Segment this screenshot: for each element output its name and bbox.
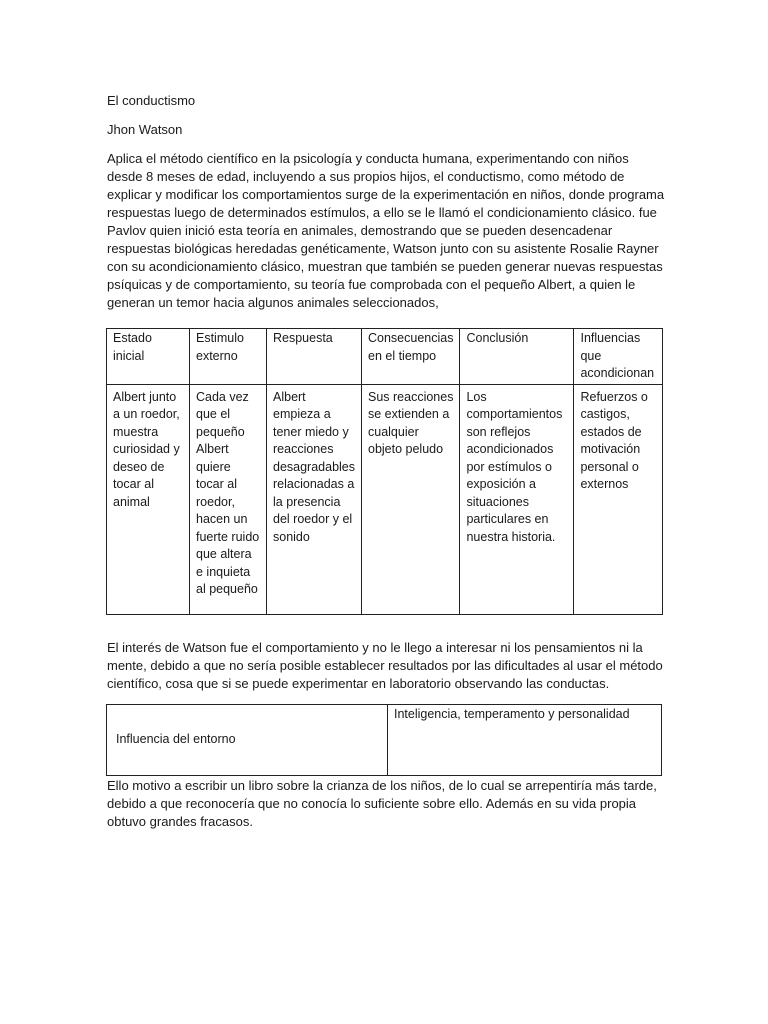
- header-consecuencias: Consecuencias en el tiempo: [362, 329, 460, 385]
- cell-influencia-entorno: Influencia del entorno: [107, 705, 388, 776]
- cell-estado-inicial: Albert junto a un roedor, muestra curiosidad y deseo de tocar al animal: [107, 384, 190, 614]
- cell-influencias: Refuerzos o castigos, estados de motivación personal o externos: [574, 384, 663, 614]
- table-header-row: [107, 329, 663, 385]
- header-influencias: Influencias que acondicionan: [574, 329, 663, 385]
- cell-inteligencia: Inteligencia, temperamento y personalidad: [388, 705, 662, 776]
- table-row: [107, 705, 662, 776]
- document-title: El conductismo: [107, 93, 196, 108]
- table-row: [107, 384, 663, 614]
- cell-estimulo-externo: Cada vez que el pequeño Albert quiere tocar al roedor, hacen un fuerte ruido que altera e inquieta al pequeño: [190, 384, 267, 614]
- conditioning-table: [106, 328, 663, 615]
- header-respuesta: Respuesta: [267, 329, 362, 385]
- watson-interest-paragraph: El interés de Watson fue el comportamiento y no le llego a interesar ni los pensamientos ni la mente, debido a que no sería posible establecer resultados por las dificultades al usar el método científico, cosa que si se puede experimentar en laboratorio observando las conductas.: [107, 640, 663, 691]
- closing-paragraph: Ello motivo a escribir un libro sobre la crianza de los niños, de lo cual se arrepentiría más tarde, debido a que reconocería que no conocía lo suficiente sobre ello. Además en su vida propia obtuvo grandes fracasos.: [107, 778, 657, 829]
- intro-paragraph: Aplica el método científico en la psicología y conducta humana, experimentando con niños desde 8 meses de edad, incluyendo a sus propios hijos, el conductismo, como método de explicar y modificar los comportamientos surge de la experimentación en niños, donde programa respuestas luego de determinados estímulos, a ello se le llamó el condicionamiento clásico. fue Pavlov quien inició esta teoría en animales, demostrando que se pueden desencadenar respuestas biológicas heredadas genéticamente, Watson junto con su asistente Rosalie Rayner con su acondicionamiento clásico, muestran que también se pueden generar nuevas respuestas psíquicas y de comportamiento, su teoría fue comprobada con el pequeño Albert, a quien le generan un temor hacia algunos animales seleccionados,: [107, 151, 665, 310]
- author-name: Jhon Watson: [107, 122, 183, 137]
- header-estado-inicial: Estado inicial: [107, 329, 190, 385]
- cell-consecuencias: Sus reacciones se extienden a cualquier objeto peludo: [362, 384, 460, 614]
- header-estimulo-externo: Estimulo externo: [190, 329, 267, 385]
- influence-table: [106, 704, 662, 776]
- header-conclusion: Conclusión: [460, 329, 574, 385]
- cell-respuesta: Albert empieza a tener miedo y reacciones desagradables relacionadas a la presencia del roedor y el sonido: [267, 384, 362, 614]
- cell-conclusion: Los comportamientos son reflejos acondicionados por estímulos o exposición a situaciones particulares en nuestra historia.: [460, 384, 574, 614]
